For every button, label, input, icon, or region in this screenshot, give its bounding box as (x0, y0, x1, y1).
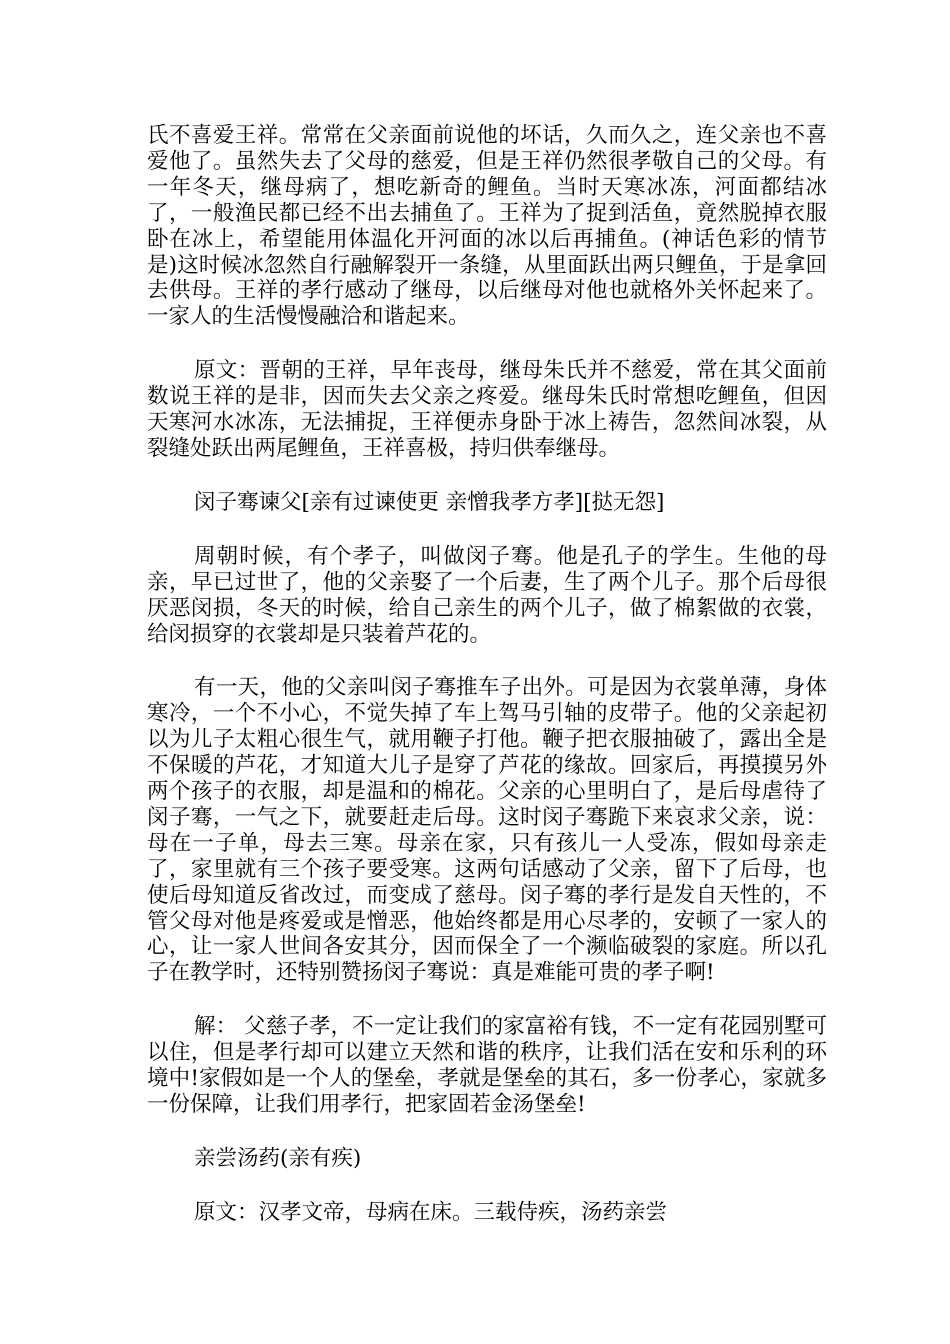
section-heading-min-ziqian: 闵子骞谏父[亲有过谏使更 亲憎我孝方孝][挞无怨] (194, 489, 665, 515)
paragraph-tasting-medicine-original: 原文：汉孝文帝，母病在床。三载侍疾，汤药亲尝 (194, 1199, 668, 1225)
paragraph-min-ziqian-story-1: 周朝时候，有个孝子，叫做闵子骞。他是孔子的学生。生他的母亲，早已过世了，他的父亲娶了一个后妻，生了两个儿子。那个后母很厌恶闵损，冬天的时候，给自己亲生的两个儿子，做了棉絮做的衣裳，给闵损穿的衣裳却是只装着芦花的。 (147, 543, 827, 647)
paragraph-min-ziqian-story-2: 有一天，他的父亲叫闵子骞推车子出外。可是因为衣裳单薄，身体寒冷，一个不小心，不觉失掉了车上驾马引轴的皮带子。他的父亲起初以为儿子太粗心很生气，就用鞭子打他。鞭子把衣服抽破了，露出全是不保暖的芦花，才知道大儿子是穿了芦花的缘故。回家后，再摸摸另外两个孩子的衣服，却是温和的棉花。父亲的心里明白了，是后母虐待了闵子骞，一气之下，就要赶走后母。这时闵子骞跪下来哀求父亲，说：母在一子单，母去三寒。母亲在家，只有孩儿一人受冻，假如母亲走了，家里就有三个孩子要受寒。这两句话感动了父亲，留下了后母，也使后母知道反省改过，而变成了慈母。闵子骞的孝行是发自天性的，不管父母对他是疼爱或是憎恶，他始终都是用心尽孝的，安顿了一家人的心，让一家人世间各安其分，因而保全了一个濒临破裂的家庭。所以孔子在教学时，还特别赞扬闵子骞说：真是难能可贵的孝子啊! (147, 675, 827, 986)
section-heading-tasting-medicine: 亲尝汤药(亲有疾) (194, 1145, 362, 1171)
document-body (147, 123, 827, 1254)
paragraph-min-ziqian-explanation: 解： 父慈子孝，不一定让我们的家富裕有钱，不一定有花园别墅可以住，但是孝行却可以建立天然和谐的秩序，让我们活在安和乐利的环境中!家假如是一个人的堡垒，孝就是堡垒的其石，多一份孝心，家就多一份保障，让我们用孝行，把家固若金汤堡垒! (147, 1014, 827, 1117)
paragraph-wang-xiang-original: 原文：晋朝的王祥，早年丧母，继母朱氏并不慈爱，常在其父面前数说王祥的是非，因而失去父亲之疼爱。继母朱氏时常想吃鲤鱼，但因天寒河水冰冻，无法捕捉，王祥便赤身卧于冰上祷告，忽然间冰裂，从裂缝处跃出两尾鲤鱼，王祥喜极，持归供奉继母。 (147, 358, 827, 461)
paragraph-wang-xiang-story: 氏不喜爱王祥。常常在父亲面前说他的坏话，久而久之，连父亲也不喜爱他了。虽然失去了父母的慈爱，但是王祥仍然很孝敬自己的父母。有一年冬天，继母病了，想吃新奇的鲤鱼。当时天寒冰冻，河面都结冰了，一般渔民都已经不出去捕鱼了。王祥为了捉到活鱼，竟然脱掉衣服卧在冰上，希望能用体温化开河面的冰以后再捕鱼。(神话色彩的情节是)这时候冰忽然自行融解裂开一条缝，从里面跃出两只鲤鱼，于是拿回去供母。王祥的孝行感动了继母，以后继母对他也就格外关怀起来了。一家人的生活慢慢融洽和谐起来。 (147, 123, 827, 330)
